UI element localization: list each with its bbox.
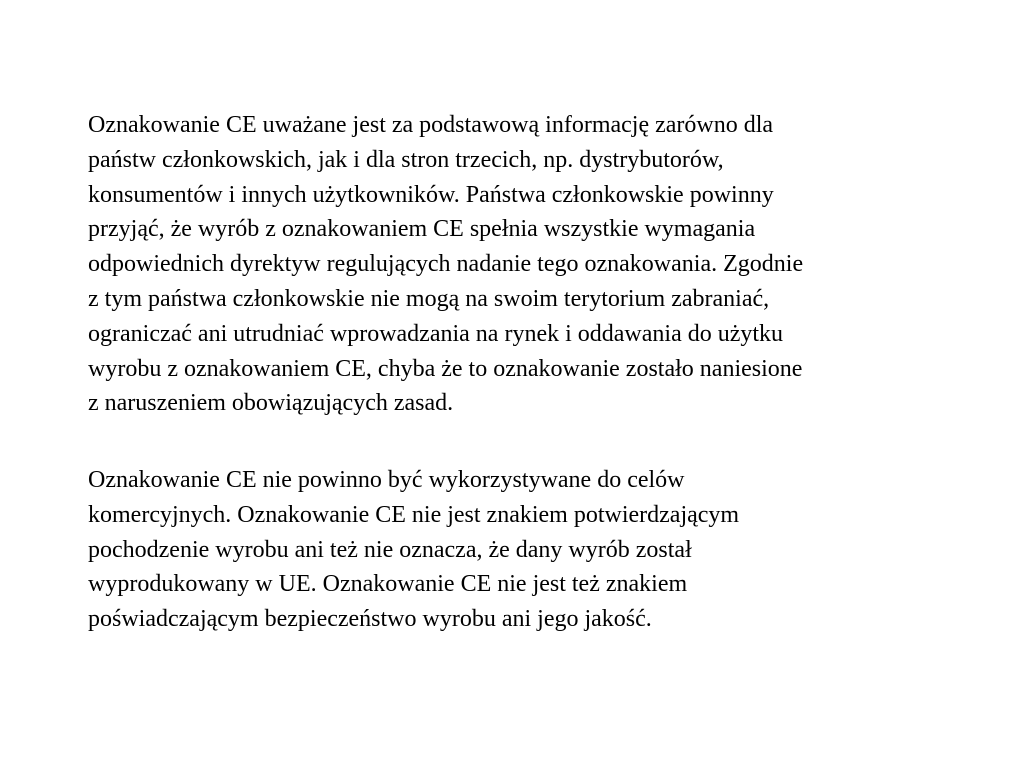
text-line: pochodzenie wyrobu ani też nie oznacza, że dany wyrób został [88, 536, 692, 563]
text-line: komercyjnych. Oznakowanie CE nie jest znakiem potwierdzającym [88, 501, 740, 528]
text-line: Oznakowanie CE uważane jest za podstawową informację zarówno dla [88, 112, 774, 138]
text-line: wyrobu z oznakowaniem CE, chyba że to oznakowanie zostało naniesione [88, 355, 803, 382]
text-line: odpowiednich dyrektyw regulujących nadanie tego oznakowania. Zgodnie [88, 251, 804, 278]
text-line: Oznakowanie CE nie powinno być wykorzystywane do celów [88, 467, 685, 493]
text-line: poświadczającym bezpieczeństwo wyrobu ani jego jakość. [88, 606, 652, 633]
text-line: z tym państwa członkowskie nie mogą na swoim terytorium zabraniać, [88, 285, 770, 312]
text-line: konsumentów i innych użytkowników. Państwa członkowskie powinny [88, 181, 774, 208]
text-line: z naruszeniem obowiązujących zasad. [88, 390, 454, 417]
text-line: wyprodukowany w UE. Oznakowanie CE nie jest też znakiem [88, 571, 688, 598]
paragraph-ce-marking-importance [88, 108, 948, 421]
text-line: państw członkowskich, jak i dla stron trzecich, np. dystrybutorów, [88, 146, 724, 173]
text-line: ograniczać ani utrudniać wprowadzania na rynek i oddawania do użytku [88, 320, 784, 347]
text-line: przyjąć, że wyrób z oznakowaniem CE spełnia wszystkie wymagania [88, 216, 756, 243]
paragraph-ce-marking-limits [88, 463, 948, 637]
